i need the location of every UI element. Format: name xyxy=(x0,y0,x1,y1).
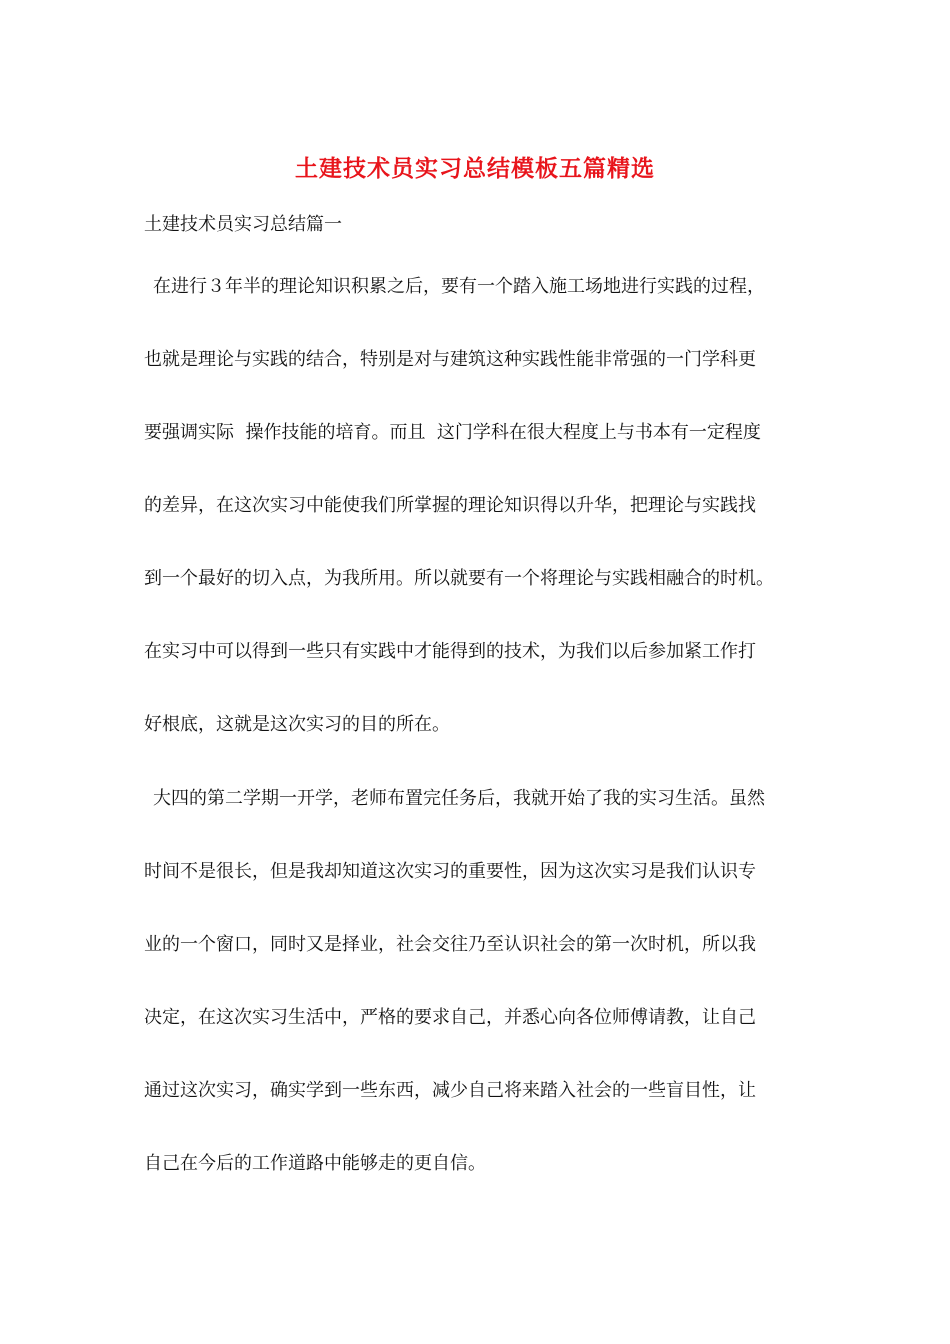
paragraph-line: 时间不是很长，但是我却知道这次实习的重要性，因为这次实习是我们认识专 xyxy=(144,861,756,882)
paragraph-line: 也就是理论与实践的结合，特别是对与建筑这种实践性能非常强的一门学科更 xyxy=(144,349,756,370)
paragraph-2 xyxy=(144,786,814,1224)
document-title: 土建技术员实习总结模板五篇精选 xyxy=(295,155,655,182)
paragraph-line: 好根底，这就是这次实习的目的所在。 xyxy=(144,714,450,735)
paragraph-line: 自己在今后的工作道路中能够走的更自信。 xyxy=(144,1153,486,1174)
paragraph-line: 在实习中可以得到一些只有实践中才能得到的技术，为我们以后参加紧工作打 xyxy=(144,641,756,662)
paragraph-line: 到一个最好的切入点，为我所用。所以就要有一个将理论与实践相融合的时机。 xyxy=(144,568,774,589)
paragraph-line: 大四的第二学期一开学，老师布置完任务后，我就开始了我的实习生活。虽然 xyxy=(153,788,765,809)
paragraph-line: 的差异，在这次实习中能使我们所掌握的理论知识得以升华，把理论与实践找 xyxy=(144,495,756,516)
paragraph-line: 在进行３年半的理论知识积累之后，要有一个踏入施工场地进行实践的过程， xyxy=(153,276,765,297)
paragraph-line: 通过这次实习，确实学到一些东西，减少自己将来踏入社会的一些盲目性，让 xyxy=(144,1080,756,1101)
paragraph-1 xyxy=(144,274,814,785)
paragraph-line: 决定，在这次实习生活中，严格的要求自己，并悉心向各位师傅请教，让自己 xyxy=(144,1007,756,1028)
paragraph-line: 要强调实际 操作技能的培育。而且 这门学科在很大程度上与书本有一定程度 xyxy=(144,422,761,443)
paragraph-line: 业的一个窗口，同时又是择业，社会交往乃至认识社会的第一次时机，所以我 xyxy=(144,934,756,955)
section-heading: 土建技术员实习总结篇一 xyxy=(144,214,342,235)
